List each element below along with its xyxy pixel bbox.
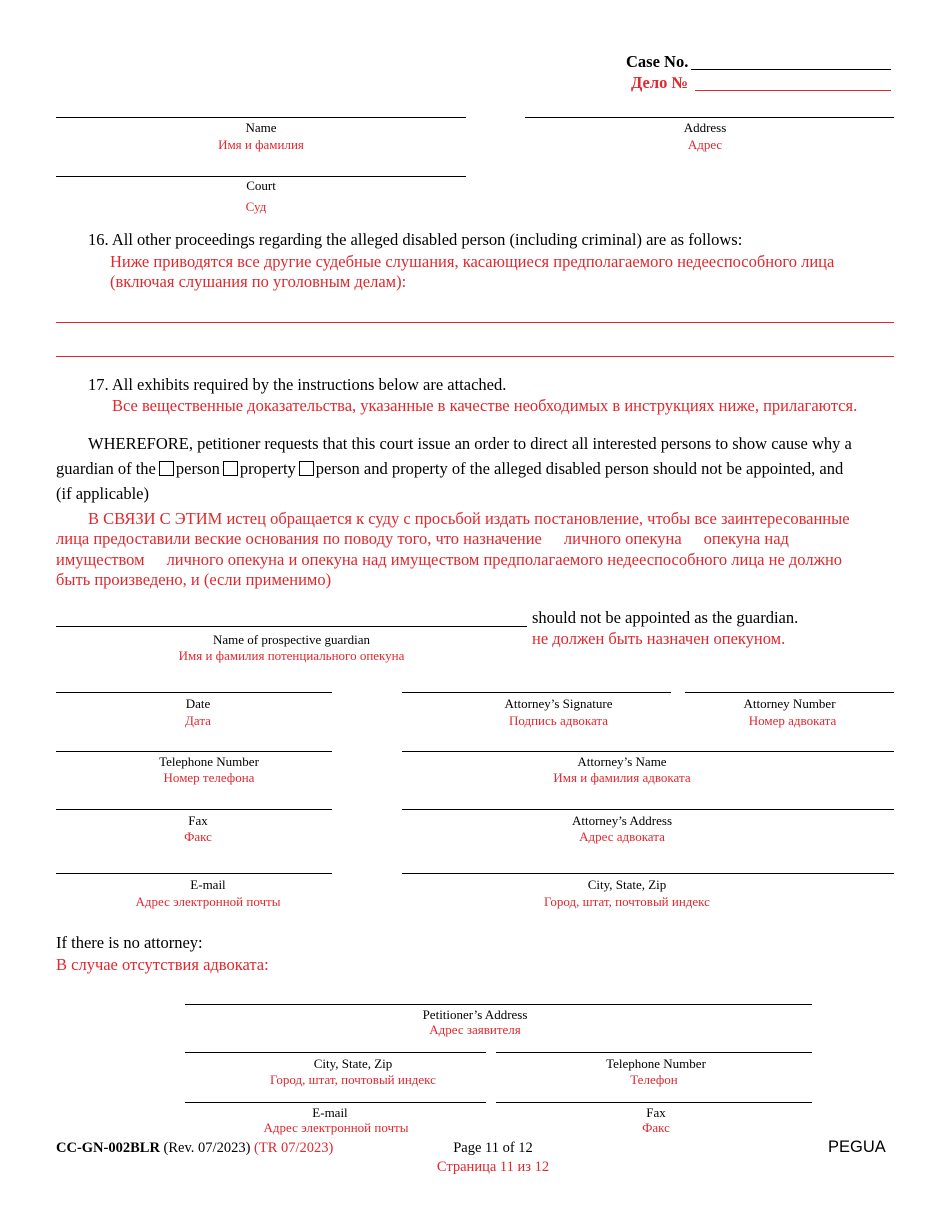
name-field[interactable] — [56, 117, 466, 118]
telephone-label: Telephone Number — [159, 754, 259, 769]
petitioner-telephone-field[interactable] — [496, 1052, 812, 1053]
city-state-zip-label-ru: Город, штат, почтовый индекс — [544, 894, 710, 909]
wherefore-ru-2b: личного опекуна — [563, 529, 682, 548]
attorney-number-field[interactable] — [685, 692, 894, 693]
case-no-label: Case No. — [626, 52, 689, 71]
wherefore-ru-line-1: В СВЯЗИ С ЭТИМ истец обращается к суду с просьбой издать постановление, чтобы все заинтересованные — [88, 509, 850, 528]
form-revision: (Rev. 07/2023) — [163, 1140, 251, 1156]
item16-text-ru-1: Ниже приводятся все другие судебные слушания, касающиеся предполагаемого недееспособного лица — [110, 252, 835, 271]
petitioner-fax-label: Fax — [646, 1105, 666, 1120]
petitioner-fax-field[interactable] — [496, 1102, 812, 1103]
attorney-name-label: Attorney’s Name — [577, 754, 667, 769]
wherefore-ru-3a: имуществом — [56, 550, 145, 569]
case-no-field-ru-line — [695, 90, 891, 91]
petitioner-csz-label: City, State, Zip — [313, 1056, 393, 1071]
form-id: CC-GN-002BLR — [56, 1140, 160, 1156]
no-attorney-heading: If there is no attorney: — [56, 933, 203, 952]
name-label: Name — [245, 120, 277, 135]
petitioner-fax-label-ru: Факс — [642, 1120, 670, 1135]
court-field[interactable] — [56, 176, 466, 177]
translation-revision: (TR 07/2023) — [254, 1140, 334, 1156]
telephone-label-ru: Номер телефона — [163, 770, 255, 785]
item16-answer-line-1[interactable] — [56, 322, 894, 323]
email-label: E-mail — [190, 877, 226, 892]
fax-field[interactable] — [56, 809, 332, 810]
property-option-label: property — [239, 459, 296, 478]
date-label-ru: Дата — [185, 713, 211, 728]
wherefore-ru-3b: личного опекуна и опекуна над имуществом предполагаемого недееспособного лица не должно — [166, 550, 843, 569]
address-label: Address — [683, 120, 727, 135]
wherefore-ru-line-2 — [56, 529, 789, 549]
item16-text: 16. All other proceedings regarding the alleged disabled person (including criminal) are as follows: — [88, 230, 743, 249]
attorney-address-label-ru: Адрес адвоката — [579, 829, 665, 844]
fax-label: Fax — [188, 813, 208, 828]
not-appointed-text: should not be appointed as the guardian. — [532, 608, 799, 627]
attorney-number-label-ru: Номер адвоката — [748, 713, 837, 728]
petitioner-address-field[interactable] — [185, 1004, 812, 1005]
wherefore-line-2 — [56, 459, 843, 479]
person-and-property-option-label: person and property of the alleged disabled person should not be appointed, and — [315, 459, 844, 478]
no-attorney-heading-ru: В случае отсутствия адвоката: — [56, 955, 269, 974]
case-no-field[interactable] — [691, 69, 891, 70]
wherefore-line-1: WHEREFORE, petitioner requests that this court issue an order to direct all interested persons to show cause why a — [88, 434, 852, 453]
attorney-address-field[interactable] — [402, 809, 894, 810]
attorney-address-label: Attorney’s Address — [571, 813, 673, 828]
date-field[interactable] — [56, 692, 332, 693]
email-field[interactable] — [56, 873, 332, 874]
person-checkbox[interactable] — [159, 461, 174, 476]
petitioner-address-label-ru: Адрес заявителя — [429, 1022, 521, 1037]
page-number-ru: Страница 11 из 12 — [436, 1159, 550, 1175]
item16-answer-line-2[interactable] — [56, 356, 894, 357]
petitioner-email-label-ru: Адрес электронной почты — [263, 1120, 409, 1135]
wherefore-ru-line-3 — [56, 550, 842, 570]
petitioner-email-label: E-mail — [312, 1105, 348, 1120]
attorney-signature-field[interactable] — [402, 692, 671, 693]
telephone-field[interactable] — [56, 751, 332, 752]
date-label: Date — [185, 696, 211, 711]
not-appointed-text-ru: не должен быть назначен опекуном. — [532, 629, 786, 648]
wherefore-guardian-of: guardian of the — [56, 459, 156, 478]
court-label-ru: Суд — [245, 199, 267, 214]
wherefore-ru-2a: лица предоставили веские основания по поводу того, что назначение — [56, 529, 542, 548]
petitioner-telephone-label: Telephone Number — [606, 1056, 706, 1071]
item16-text-ru-2: (включая слушания по уголовным делам): — [110, 272, 407, 291]
prospective-guardian-field[interactable] — [56, 626, 527, 627]
city-state-zip-label: City, State, Zip — [587, 877, 667, 892]
page-number: Page 11 of 12 — [453, 1140, 533, 1156]
attorney-name-field[interactable] — [402, 751, 894, 752]
form-id-footer — [56, 1140, 333, 1157]
court-label: Court — [246, 178, 276, 193]
petitioner-telephone-label-ru: Телефон — [630, 1072, 678, 1087]
prospective-guardian-label: Name of prospective guardian — [212, 632, 371, 647]
name-label-ru: Имя и фамилия — [218, 137, 304, 152]
item17-text: 17. All exhibits required by the instructions below are attached. — [88, 375, 507, 394]
city-state-zip-field[interactable] — [402, 873, 894, 874]
wherefore-ru-line-4: быть произведено, и (если применимо) — [56, 570, 332, 589]
attorney-signature-label: Attorney’s Signature — [504, 696, 613, 711]
address-label-ru: Адрес — [687, 137, 723, 152]
petitioner-csz-label-ru: Город, штат, почтовый индекс — [270, 1072, 436, 1087]
attorney-signature-label-ru: Подпись адвоката — [508, 713, 609, 728]
person-option-label: person — [175, 459, 220, 478]
wherefore-line-3: (if applicable) — [56, 484, 149, 503]
property-checkbox[interactable] — [223, 461, 238, 476]
petitioner-address-label: Petitioner’s Address — [422, 1007, 528, 1022]
item17-text-ru: Все вещественные доказательства, указанные в качестве необходимых в инструкциях ниже, прилагаются. — [112, 396, 858, 415]
attorney-name-label-ru: Имя и фамилия адвоката — [553, 770, 691, 785]
wherefore-ru-2c: опекуна над — [703, 529, 789, 548]
email-label-ru: Адрес электронной почты — [135, 894, 281, 909]
person-and-property-checkbox[interactable] — [299, 461, 314, 476]
fax-label-ru: Факс — [184, 829, 212, 844]
petitioner-csz-field[interactable] — [185, 1052, 486, 1053]
case-no-label-ru: Дело № — [631, 73, 689, 92]
prospective-guardian-label-ru: Имя и фамилия потенциального опекуна — [178, 648, 405, 663]
form-code: PEGUA — [828, 1138, 886, 1156]
address-field[interactable] — [525, 117, 894, 118]
petitioner-email-field[interactable] — [185, 1102, 486, 1103]
attorney-number-label: Attorney Number — [743, 696, 836, 711]
